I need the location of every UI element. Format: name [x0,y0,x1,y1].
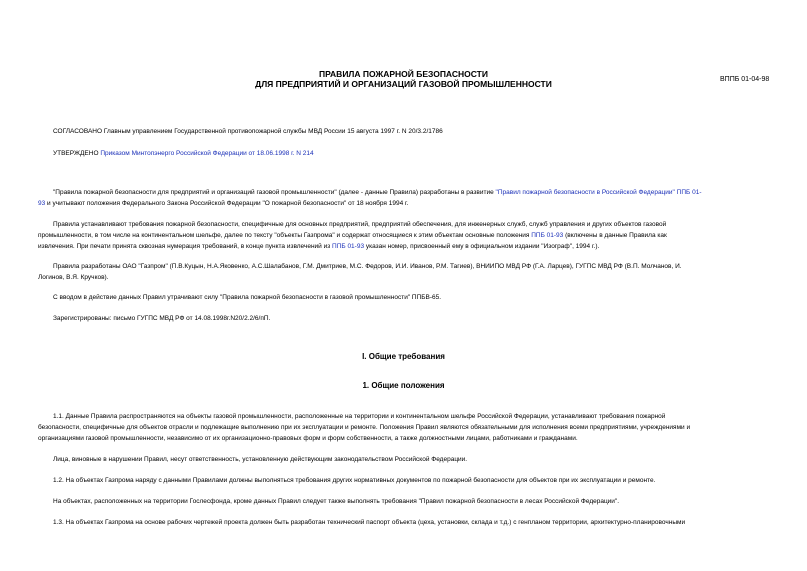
paragraph-line: Логинов, В.Я. Кручков). [38,274,109,281]
text: промышленности, в том числе на континентальном шельфе, далее по тексту "объекты Газпрома" и содержат относящиеся к этим объектам основные положения [38,232,532,239]
approved-statement [53,150,314,157]
ppb-01-93-link[interactable]: ППБ 01- [676,189,702,196]
text: указан номер, присвоенный ему в официальном издании "Изограф", 1994 г.). [364,243,600,250]
clause-1-1 [38,411,807,444]
subsection-heading: 1. Общие положения [362,381,445,390]
paragraph-line: организациями газовой промышленности, независимо от их организационно-правовых форм и форм собственности, а также должностными лицами, работниками и гражданами. [38,435,578,442]
clause-1-3 [38,517,807,528]
document-title-line-2: ДЛЯ ПРЕДПРИЯТИЙ И ОРГАНИЗАЦИЙ ГАЗОВОЙ ПРОМЫШЛЕННОСТИ [255,79,552,89]
agreed-statement: СОГЛАСОВАНО Главным управлением Государственной противопожарной службы МВД России 15 августа 1997 г. N 20/3.2/1786 [53,128,443,135]
paragraph-line [38,198,807,209]
forest-fund-paragraph [38,496,807,507]
paragraph-line: 1.1. Данные Правила распространяются на объекты газовой промышленности, расположенные на территории и континентальном шельфе Российской Федерации, устанавливают требования пожарной [53,413,666,420]
intro-paragraph-2 [38,219,807,252]
paragraph-line: Зарегистрированы: письмо ГУГПС МВД РФ от 14.08.1998г.N20/2.2/6/пП. [53,315,271,322]
ppb-rf-link[interactable]: "Правил пожарной безопасности в Российской Федерации" [495,189,675,196]
document-code: ВППБ 01-04-98 [720,76,770,83]
paragraph-line: 1.2. На объектах Газпрома наряду с данными Правилами должны выполняться требования других нормативных документов по пожарной безопасности для объектов при их эксплуатации и ремонте. [53,477,656,484]
paragraph-line: Лица, виновные в нарушении Правил, несут ответственность, установленную действующим законодательством Российской Федерации. [53,456,468,463]
paragraph-line: На объектах, расположенных на территории Гослесфонда, кроме данных Правил следует также выполнять требования "Правил пожарной безопасности в лесах Российской Федерации". [53,498,620,505]
registration-paragraph [38,313,807,324]
text: "Правила пожарной безопасности для предприятий и организаций газовой промышленности" (далее - данные Правила) разработаны в развитие [53,189,496,196]
text: извлечения. При печати принята сквозная нумерация требований, в конце пункта извлечений из [38,243,333,250]
paragraph-line: Правила разработаны ОАО "Газпром" (П.В.Куцын, Н.А.Яковенко, А.С.Шалабанов, Г.М. Дмитриев, М.С. Федоров, И.И. Иванов, Р.М. Тагиев), ВНИИПО МВД РФ (Г.А. Ларцев), ГУГПС МВД РФ (В.П. Молчанов, И. [53,263,682,270]
approval-order-link[interactable]: Приказом Минтопэнерго Российской Федерации от 18.06.1998 г. N 214 [100,150,314,157]
ppb-01-93-link-cont[interactable]: 93 [38,200,46,207]
text: и учитывают положения Федерального Закона Российской Федерации "О пожарной безопасности" от 18 ноября 1994 г. [45,200,409,207]
intro-paragraph-3 [38,261,807,283]
ppb-01-93-link[interactable]: ППБ 01-93 [531,232,564,239]
intro-paragraph-4 [38,292,807,303]
text: (включены в данные Правила как [563,232,667,239]
paragraph-line [38,230,807,241]
paragraph-line: безопасности, специфичные для объектов отрасли и подлежащие выполнению при их эксплуатации и ремонте. Положения Правил являются обязательными для исполнения всеми предприятиями, учреждениями и [38,424,691,431]
liability-paragraph [38,454,807,465]
paragraph-line [38,187,807,198]
clause-1-2 [38,475,807,486]
paragraph-line [38,241,807,252]
paragraph-line: Правила устанавливают требования пожарной безопасности, специфичные для основных предприятий, предприятий обеспечения, для инженерных служб, служб управления и других объектов газовой [53,221,667,228]
paragraph-line: 1.3. На объектах Газпрома на основе рабочих чертежей проекта должен быть разработан технический паспорт объекта (цеха, установки, склада и т.д.) с генпланом территории, архитектурно-планировочными [53,519,686,526]
ppb-01-93-link[interactable]: ППБ 01-93 [332,243,365,250]
section-heading: I. Общие требования [362,352,445,361]
intro-paragraph-1 [38,187,807,209]
document-title-line-1: ПРАВИЛА ПОЖАРНОЙ БЕЗОПАСНОСТИ [319,69,488,79]
paragraph-line: С вводом в действие данных Правил утрачивают силу "Правила пожарной безопасности в газовой промышленности" ППБВ-65. [53,294,442,301]
approved-prefix: УТВЕРЖДЕНО [53,150,101,157]
